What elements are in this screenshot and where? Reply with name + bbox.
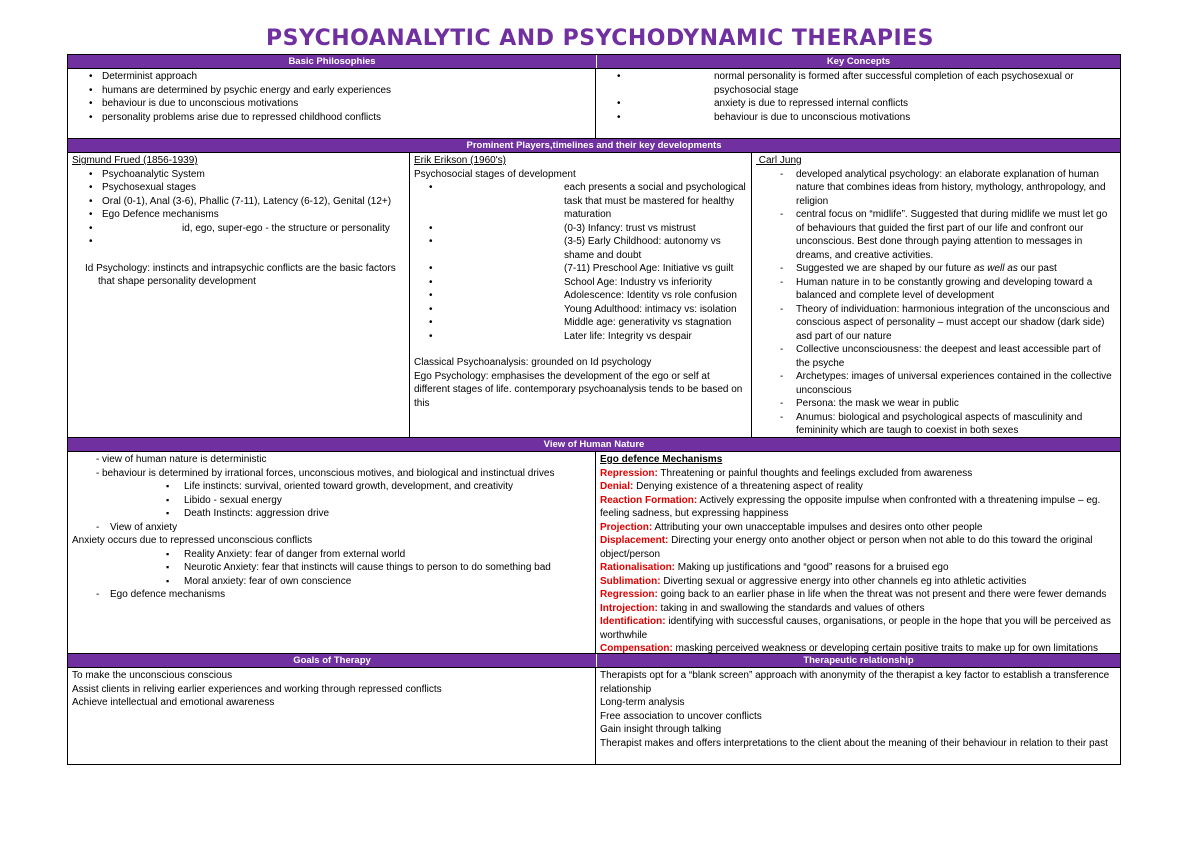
anxiety-heading-list — [72, 521, 591, 535]
ego-defence-term: Compensation: — [600, 643, 673, 654]
ego-defence-title: Ego defence Mechanisms — [600, 454, 723, 465]
summary-sheet — [67, 54, 1121, 765]
section-header-bar — [68, 55, 1120, 68]
list-item: • Ego Defence mechanisms — [72, 208, 405, 222]
freud-note: Id Psychology: instincts and intrapsychic conflicts are the basic factors that shape personality development — [85, 262, 396, 287]
list-item: ▪ Moral anxiety: fear of own conscience — [72, 575, 591, 589]
ego-defence-heading-list — [72, 588, 591, 602]
list-item: • (7-11) Preschool Age: Initiative vs guilt — [414, 262, 747, 276]
list-item: - Suggested we are shaped by our future as well as our past — [756, 262, 1116, 276]
section-header-bar — [68, 654, 1120, 667]
jung-cell — [752, 153, 1120, 437]
list-item: - Human nature in to be constantly growing and developing toward a balanced and complete level of development — [756, 276, 1116, 303]
basic-philosophies-list — [72, 70, 591, 124]
goal-line: To make the unconscious conscious — [72, 670, 233, 681]
list-item: ▪ Reality Anxiety: fear of danger from external world — [72, 548, 591, 562]
list-item: ▪ Life instincts: survival, oriented toward growth, development, and creativity — [72, 480, 591, 494]
ego-psychology-note: Ego Psychology: emphasises the development of the ego or self at different stages of life. contemporary psychoanalysis tends to be based on this — [414, 370, 743, 409]
list-item: • School Age: Industry vs inferiority — [414, 276, 747, 290]
anxiety-list — [72, 548, 591, 589]
therapeutic-relationship-cell — [596, 668, 1120, 764]
list-item: • Oral (0-1), Anal (3-6), Phallic (7-11), Latency (6-12), Genital (12+) — [72, 195, 405, 209]
ego-defence-term: Regression: — [600, 589, 658, 600]
ego-defence-item — [600, 561, 1116, 575]
ego-defence-desc: Directing your energy onto another object or person when not able to do this toward the original object/person — [600, 535, 1093, 560]
list-item: - developed analytical psychology: an elaborate explanation of human nature that combines ideas from history, mythology, anthropology, and religion — [756, 168, 1116, 209]
ego-defence-item — [600, 615, 1116, 642]
jung-list — [756, 168, 1116, 438]
ego-defence-item — [600, 534, 1116, 561]
list-item: • anxiety is due to repressed internal conflicts — [600, 97, 1116, 111]
list-item: - Theory of individuation: harmonious integration of the unconscious and conscious aspect of personality – must accept our shadow (dark side) asd part of our nature — [756, 303, 1116, 344]
list-item: • Psychoanalytic System — [72, 168, 405, 182]
ego-defence-desc: Diverting sexual or aggressive energy into other channels eg into athletic activities — [660, 575, 1027, 587]
list-item: - behaviour is determined by irrational forces, unconscious motives, and biological and instinctual drives — [72, 467, 591, 481]
freud-list — [72, 168, 405, 249]
list-item: - Persona: the mask we wear in public — [756, 397, 1116, 411]
list-item: • Later life: Integrity vs despair — [414, 330, 747, 344]
players-row — [68, 152, 1120, 438]
ego-defence-desc: Making up justifications and “good” reasons for a bruised ego — [675, 562, 949, 573]
human-nature-cell — [68, 452, 596, 653]
list-item: • Middle age: generativity vs stagnation — [414, 316, 747, 330]
ego-defence-item — [600, 602, 1116, 616]
therapy-row — [68, 667, 1120, 764]
human-nature-list — [72, 453, 591, 480]
ego-defence-desc: Attributing your own unacceptable impulses and desires onto other people — [652, 521, 983, 533]
ego-defence-item — [600, 480, 1116, 494]
list-item: • (0-3) Infancy: trust vs mistrust — [414, 222, 747, 236]
basic-philosophies-header: Basic Philosophies — [68, 55, 597, 68]
list-item: • normal personality is formed after successful completion of each psychosexual or psychosocial stage — [600, 70, 1116, 97]
list-item: - Ego defence mechanisms — [72, 588, 591, 602]
list-item: • humans are determined by psychic energy and early experiences — [72, 84, 591, 98]
therapeutic-relationship-header: Therapeutic relationship — [803, 655, 914, 666]
relationship-line: Long-term analysis — [600, 697, 685, 708]
key-concepts-list — [600, 70, 1116, 124]
ego-defence-term: Rationalisation: — [600, 562, 676, 573]
human-nature-row — [68, 451, 1120, 654]
section-header-bar — [68, 139, 1120, 152]
list-item: ▪ Libido - sexual energy — [72, 494, 591, 508]
list-item: - Archetypes: images of universal experiences contained in the collective unconscious — [756, 370, 1116, 397]
anxiety-line: Anxiety occurs due to repressed unconscious conflicts — [72, 535, 313, 546]
goals-cell — [68, 668, 596, 764]
ego-defence-desc: taking in and swallowing the standards and values of others — [657, 602, 925, 614]
relationship-line: Free association to uncover conflicts — [600, 710, 762, 722]
list-item: - view of human nature is deterministic — [72, 453, 591, 467]
ego-defence-desc: Denying existence of a threatening aspect of reality — [633, 481, 863, 492]
list-item: • Young Adulthood: intimacy vs: isolation — [414, 303, 747, 317]
ego-defence-desc: masking perceived weakness or developing certain positive traits to make up for own limitations — [672, 643, 1098, 654]
list-item: - central focus on “midlife”. Suggested that during midlife we must let go of behaviours that guided the first part of our life and confront our unconscious. Best done through paying attention to messages in dreams, and creative activities. — [756, 208, 1116, 262]
erikson-intro: Psychosocial stages of development — [414, 168, 576, 180]
relationship-line: Gain insight through talking — [600, 724, 722, 735]
ego-defence-item — [600, 588, 1116, 602]
list-item: • behaviour is due to unconscious motivations — [600, 111, 1116, 125]
list-item: • Adolescence: Identity vs role confusion — [414, 289, 747, 303]
ego-defence-term: Repression: — [600, 467, 658, 479]
ego-defence-desc: going back to an earlier phase in life when the threat was not present and there were fewer demands — [657, 589, 1107, 600]
goals-header: Goals of Therapy — [68, 654, 597, 667]
relationship-line: Therapist makes and offers interpretations to the client about the meaning of their behaviour in relation to their past — [600, 737, 1108, 749]
ego-defence-list — [600, 467, 1116, 656]
page-title: PSYCHOANALYTIC AND PSYCHODYNAMIC THERAPIES — [265, 26, 934, 51]
list-item: - View of anxiety — [72, 521, 591, 535]
list-item: • id, ego, super-ego - the structure or personality — [72, 222, 405, 236]
ego-defence-item — [600, 521, 1116, 535]
ego-defence-term: Introjection: — [600, 602, 658, 614]
key-concepts-header: Key Concepts — [826, 56, 891, 67]
list-item: ▪ Death Instincts: aggression drive — [72, 507, 591, 521]
jung-name: Carl Jung — [756, 155, 802, 166]
ego-defence-desc: Threatening or painful thoughts and feelings excluded from awareness — [657, 467, 973, 479]
goal-line: Assist clients in reliving earlier experiences and working through repressed conflicts — [72, 683, 442, 695]
view-human-nature-header: View of Human Nature — [543, 439, 645, 450]
section-header-bar — [68, 438, 1120, 451]
prominent-players-header: Prominent Players,timelines and their key developments — [466, 140, 722, 151]
freud-name: Sigmund Frued (1856-1939) — [72, 155, 198, 166]
classical-psychoanalysis-note: Classical Psychoanalysis: grounded on Id psychology — [414, 357, 652, 368]
list-item: • each presents a social and psychological task that must be mastered for healthy maturation — [414, 181, 747, 222]
erikson-cell — [410, 153, 752, 437]
list-item — [72, 235, 405, 249]
ego-defence-term: Sublimation: — [600, 575, 661, 587]
ego-defence-item — [600, 494, 1116, 521]
ego-defence-desc: Actively expressing the opposite impulse when confronted with a threatening impulse – eg. feeling sadness, but expressing happiness — [600, 494, 1101, 519]
ego-defence-term: Displacement: — [600, 535, 669, 546]
ego-defence-item — [600, 575, 1116, 589]
basic-philosophies-cell — [68, 69, 596, 138]
list-item: - Anumus: biological and psychological aspects of masculinity and femininity which are taugh to coexist in both sexes — [756, 411, 1116, 438]
ego-defence-term: Identification: — [600, 616, 666, 627]
erikson-stage-list — [414, 181, 747, 343]
ego-defence-cell — [596, 452, 1120, 653]
ego-defence-item — [600, 467, 1116, 481]
list-item: • behaviour is due to unconscious motivations — [72, 97, 591, 111]
erikson-name: Erik Erikson (1960's) — [414, 155, 506, 166]
list-item: - Collective unconsciousness: the deepest and least accessible part of the psyche — [756, 343, 1116, 370]
list-item: ▪ Neurotic Anxiety: fear that instincts will cause things to person to do something bad — [72, 561, 591, 575]
ego-defence-term: Projection: — [600, 521, 653, 533]
key-concepts-cell — [596, 69, 1120, 138]
list-item: • personality problems arise due to repressed childhood conflicts — [72, 111, 591, 125]
relationship-line: Therapists opt for a “blank screen” approach with anonymity of the therapist a key factor to establish a transference relationship — [600, 670, 1110, 695]
list-item: • Psychosexual stages — [72, 181, 405, 195]
list-item: • (3-5) Early Childhood: autonomy vs shame and doubt — [414, 235, 747, 262]
ego-defence-desc: identifying with successful causes, organisations, or people in the hope that you will be perceived as worthwhile — [600, 616, 1111, 641]
list-item: • Determinist approach — [72, 70, 591, 84]
philosophies-row — [68, 68, 1120, 139]
instincts-list — [72, 480, 591, 521]
ego-defence-term: Denial: — [600, 481, 634, 492]
goal-line: Achieve intellectual and emotional awareness — [72, 697, 275, 708]
freud-cell — [68, 153, 410, 437]
ego-defence-term: Reaction Formation: — [600, 494, 698, 506]
